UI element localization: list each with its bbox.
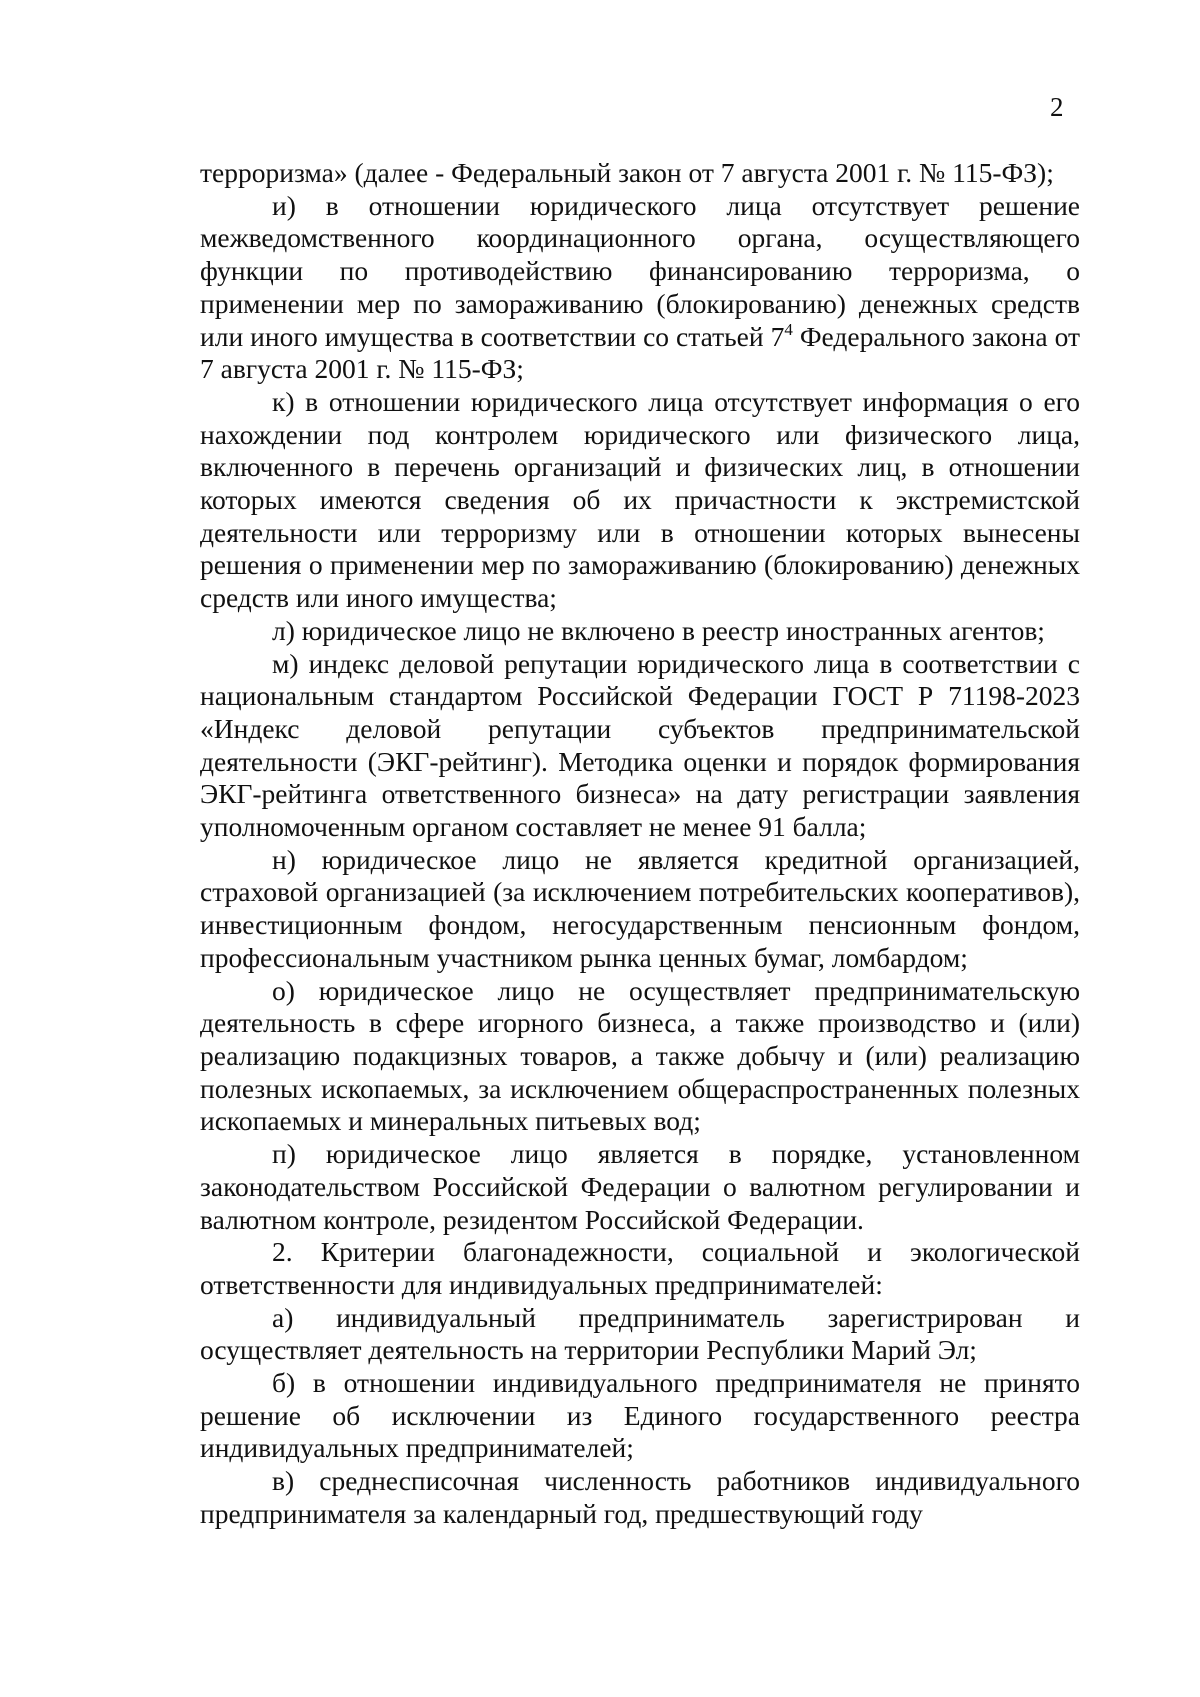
paragraph-item-o: о) юридическое лицо не осуществляет предпринимательскую деятельность в сфере игорного бизнеса, а также производство и (или) реализацию подакцизных товаров, а также добычу и (или) реализацию полезных ископаемых, за исключением общераспространенных полезных ископаемых и минеральных питьевых вод; (200, 974, 1080, 1137)
paragraph-item-b: б) в отношении индивидуального предпринимателя не принято решение об исключении из Единого государственного реестра индивидуальных предпринимателей; (200, 1367, 1080, 1464)
paragraph-item-i-text-end: Федерального закона от 7 августа 2001 г. № 115-ФЗ; (200, 320, 1080, 385)
article-superscript: 4 (784, 319, 793, 339)
paragraph-item-n: н) юридическое лицо не является кредитной организацией, страховой организацией (за исключением потребительских кооперативов), инвестиционным фондом, негосударственным пенсионным фондом, профессиональным участником рынка ценных бумаг, ломбардом; (200, 843, 1080, 973)
paragraph-item-v: в) среднесписочная численность работников индивидуального предпринимателя за календарный год, предшествующий году (200, 1465, 1080, 1529)
paragraph-item-i-text: и) в отношении юридического лица отсутствует решение межведомственного координационного органа, осуществляющего функции по противодействию финансированию терроризма, о применении мер по замораживанию (блокированию) денежных средств или иного имущества в соответствии со статьей 7 (200, 189, 1080, 352)
paragraph-item-p: п) юридическое лицо является в порядке, установленном законодательством Российской Федерации о валютном регулировании и валютном контроле, резидентом Российской Федерации. (200, 1138, 1080, 1235)
document-body (200, 157, 1080, 1531)
paragraph-item-l: л) юридическое лицо не включено в реестр иностранных агентов; (272, 614, 1045, 646)
paragraph-item-m: м) индекс деловой репутации юридического лица в соответствии с национальным стандартом Российской Федерации ГОСТ Р 71198-2023 «Индекс деловой репутации субъектов предпринимательской деятельности (ЭКГ-рейтинг). Методика оценки и порядок формирования ЭКГ-рейтинга ответственного бизнеса» на дату регистрации заявления уполномоченным органом составляет не менее 91 балла; (200, 647, 1080, 843)
paragraph-section-2: 2. Критерии благонадежности, социальной и экологической ответственности для индивидуальных предпринимателей: (200, 1236, 1080, 1300)
page-number: 2 (1050, 92, 1064, 122)
paragraph-item-k: к) в отношении юридического лица отсутствует информация о его нахождении под контролем юридического или физического лица, включенного в перечень организаций и физических лиц, в отношении которых имеются сведения об их причастности к экстремистской деятельности или терроризму или в отношении которых вынесены решения о применении мер по замораживанию (блокированию) денежных средств или иного имущества; (200, 385, 1080, 614)
paragraph-item-a: а) индивидуальный предприниматель зарегистрирован и осуществляет деятельность на территории Республики Марий Эл; (200, 1301, 1080, 1366)
paragraph-terrorism-law-ref: терроризма» (далее - Федеральный закон от 7 августа 2001 г. № 115-ФЗ); (200, 157, 1054, 188)
paragraph-item-i (200, 190, 1080, 386)
